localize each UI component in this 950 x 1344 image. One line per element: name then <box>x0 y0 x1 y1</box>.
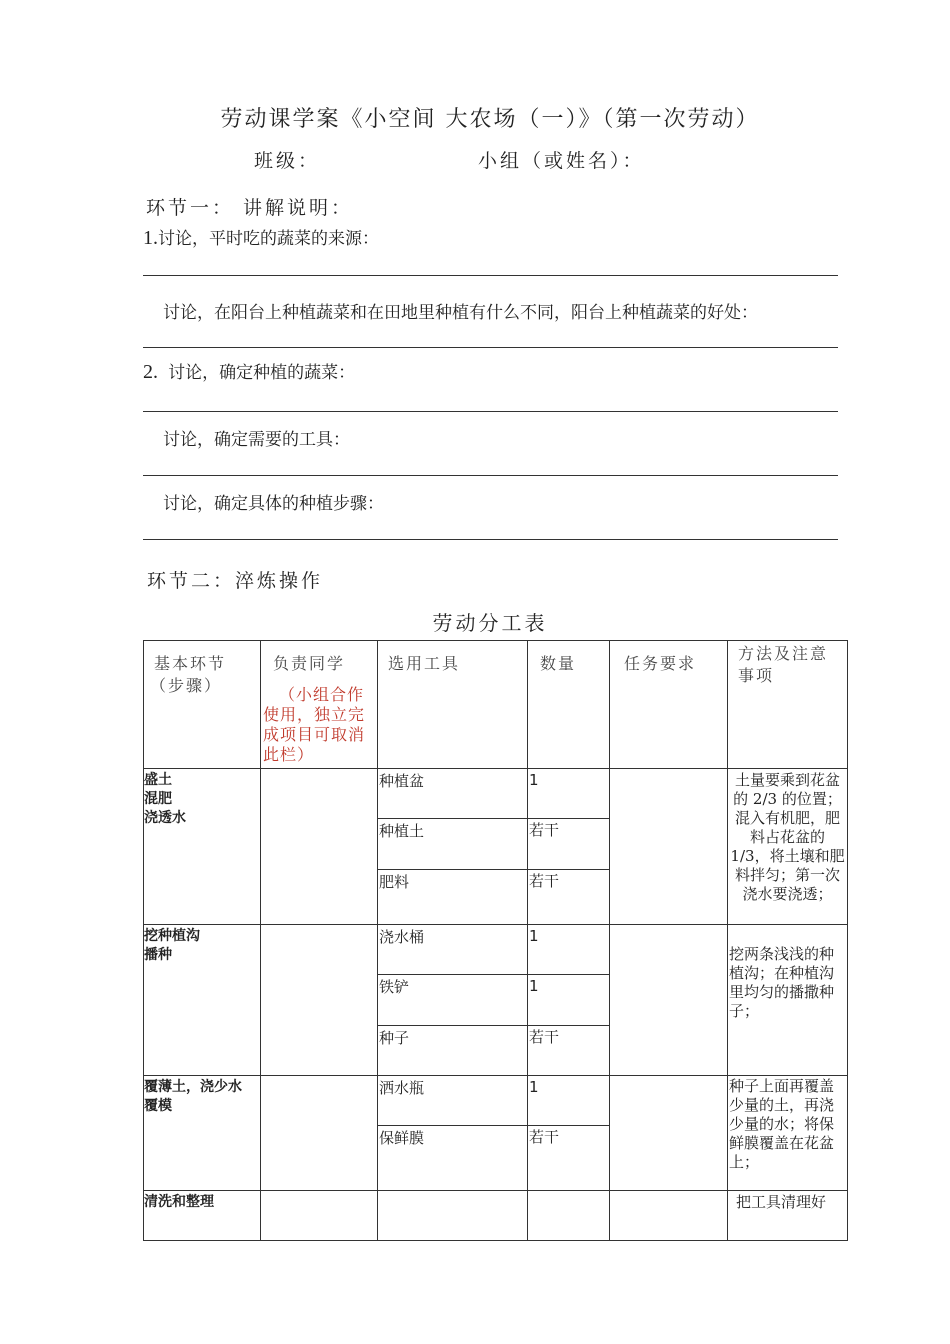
table-row <box>144 769 848 819</box>
tool-name: 种子 <box>379 1029 410 1047</box>
row1-method <box>728 769 848 925</box>
tool-name: 种植盆 <box>379 772 425 790</box>
table-header-row <box>144 641 848 769</box>
question-2-number: 2. <box>143 361 158 383</box>
class-label: 班级： <box>254 150 321 172</box>
row1-step-line3: 浇透水 <box>144 810 186 826</box>
question-1-number: 1. <box>143 227 158 249</box>
row4-method <box>728 1191 848 1241</box>
header-student <box>261 641 378 769</box>
row4-student[interactable] <box>261 1191 378 1241</box>
header-tools-label: 选用工具 <box>388 654 461 673</box>
row2-method <box>728 925 848 1076</box>
row1-student[interactable] <box>261 769 378 925</box>
row2-qty2 <box>528 975 610 1026</box>
header-student-label: 负责同学 <box>273 654 346 673</box>
tool-name: 浇水桶 <box>379 928 425 946</box>
row2-step-line2: 播种 <box>144 947 172 963</box>
question-1b-text: 讨论，在阳台上种植蔬菜和在田地里种植有什么不同，阳台上种植蔬菜的好处： <box>163 303 758 323</box>
answer-line-3[interactable] <box>143 411 838 412</box>
row4-tool[interactable] <box>378 1191 528 1241</box>
header-quantity-label: 数量 <box>540 654 577 673</box>
header-student-note: （小组合作使用，独立完成项目可取消此栏） <box>263 685 366 764</box>
tool-name: 保鲜膜 <box>379 1129 425 1147</box>
row2-method-text: 挖两条浅浅的种植沟；在种植沟里均匀的播撒种子； <box>729 945 835 1020</box>
row1-tool2 <box>378 819 528 870</box>
table-title: 劳动分工表 <box>432 611 548 635</box>
row2-tool1 <box>378 925 528 975</box>
row3-step-line2: 覆模 <box>144 1098 172 1114</box>
question-2b-text: 讨论，确定需要的工具： <box>163 430 350 450</box>
row3-tool2 <box>378 1126 528 1191</box>
row2-qty1 <box>528 925 610 975</box>
tool-name: 铁铲 <box>379 978 410 996</box>
section2-heading: 环节二：淬炼操作 <box>147 570 324 592</box>
row2-step <box>144 925 261 1076</box>
row1-tool1 <box>378 769 528 819</box>
header-requirement-label: 任务要求 <box>624 654 697 673</box>
row3-student[interactable] <box>261 1076 378 1191</box>
row3-step <box>144 1076 261 1191</box>
row1-step <box>144 769 261 925</box>
answer-line-5[interactable] <box>143 539 838 540</box>
row4-step-line1: 清洗和整理 <box>144 1194 214 1210</box>
row1-qty3 <box>528 870 610 925</box>
answer-line-4[interactable] <box>143 475 838 476</box>
group-label: 小组（或姓名）： <box>478 150 645 172</box>
row2-qty3 <box>528 1026 610 1076</box>
row1-tool3 <box>378 870 528 925</box>
row1-step-line2: 混肥 <box>144 791 172 807</box>
row1-qty1 <box>528 769 610 819</box>
tool-name: 种植土 <box>379 822 425 840</box>
row3-requirement[interactable] <box>610 1076 728 1191</box>
header-method-label: 方法及注意事项 <box>738 644 829 685</box>
tool-qty: 1 <box>529 977 539 995</box>
tool-qty: 若干 <box>529 1028 560 1046</box>
table-row <box>144 1191 848 1241</box>
tool-name: 洒水瓶 <box>379 1079 425 1097</box>
header-step-line2: （步骤） <box>150 676 223 695</box>
labor-division-table <box>143 640 848 1241</box>
table-row <box>144 1076 848 1126</box>
row2-step-line1: 挖种植沟 <box>144 928 200 944</box>
answer-line-1[interactable] <box>143 275 838 276</box>
row1-requirement[interactable] <box>610 769 728 925</box>
tool-qty: 1 <box>529 771 539 789</box>
header-step <box>144 641 261 769</box>
row3-method <box>728 1076 848 1191</box>
row3-qty1 <box>528 1076 610 1126</box>
question-1 <box>143 224 379 250</box>
row3-tool1 <box>378 1076 528 1126</box>
question-2 <box>143 358 355 384</box>
header-method <box>728 641 848 769</box>
tool-qty: 若干 <box>529 872 560 890</box>
row4-step <box>144 1191 261 1241</box>
row1-step-line1: 盛土 <box>144 772 172 788</box>
question-2-text: 讨论，确定种植的蔬菜： <box>168 363 356 383</box>
table-row <box>144 925 848 975</box>
tool-name: 肥料 <box>379 873 410 891</box>
row2-requirement[interactable] <box>610 925 728 1076</box>
section1-heading: 环节一： 讲解说明： <box>146 197 354 219</box>
row1-method-text: 土量要乘到花盆的 2/3 的位置；混入有机肥，肥料占花盆的 1/3，将土壤和肥料拌匀；第一次浇水要浇透； <box>730 771 845 903</box>
header-quantity <box>528 641 610 769</box>
tool-qty: 1 <box>529 1078 539 1096</box>
page-title: 劳动课学案《小空间 大农场（一）》（第一次劳动） <box>220 107 760 132</box>
header-requirement <box>610 641 728 769</box>
row2-tool3 <box>378 1026 528 1076</box>
question-2c-text: 讨论，确定具体的种植步骤： <box>163 494 384 514</box>
header-step-line1: 基本环节 <box>154 654 227 673</box>
tool-qty: 1 <box>529 927 539 945</box>
row4-requirement[interactable] <box>610 1191 728 1241</box>
answer-line-2[interactable] <box>143 347 838 348</box>
row2-tool2 <box>378 975 528 1026</box>
row2-student[interactable] <box>261 925 378 1076</box>
question-1-text: 讨论，平时吃的蔬菜的来源： <box>158 229 379 249</box>
row1-qty2 <box>528 819 610 870</box>
tool-qty: 若干 <box>529 1128 560 1146</box>
tool-qty: 若干 <box>529 821 560 839</box>
row4-qty[interactable] <box>528 1191 610 1241</box>
row3-qty2 <box>528 1126 610 1191</box>
row3-step-line1: 覆薄土，浇少水 <box>144 1079 242 1095</box>
row4-method-text: 把工具清理好 <box>736 1193 827 1211</box>
header-tools <box>378 641 528 769</box>
row3-method-text: 种子上面再覆盖少量的土，再浇少量的水；将保鲜膜覆盖在花盆上； <box>729 1077 835 1171</box>
